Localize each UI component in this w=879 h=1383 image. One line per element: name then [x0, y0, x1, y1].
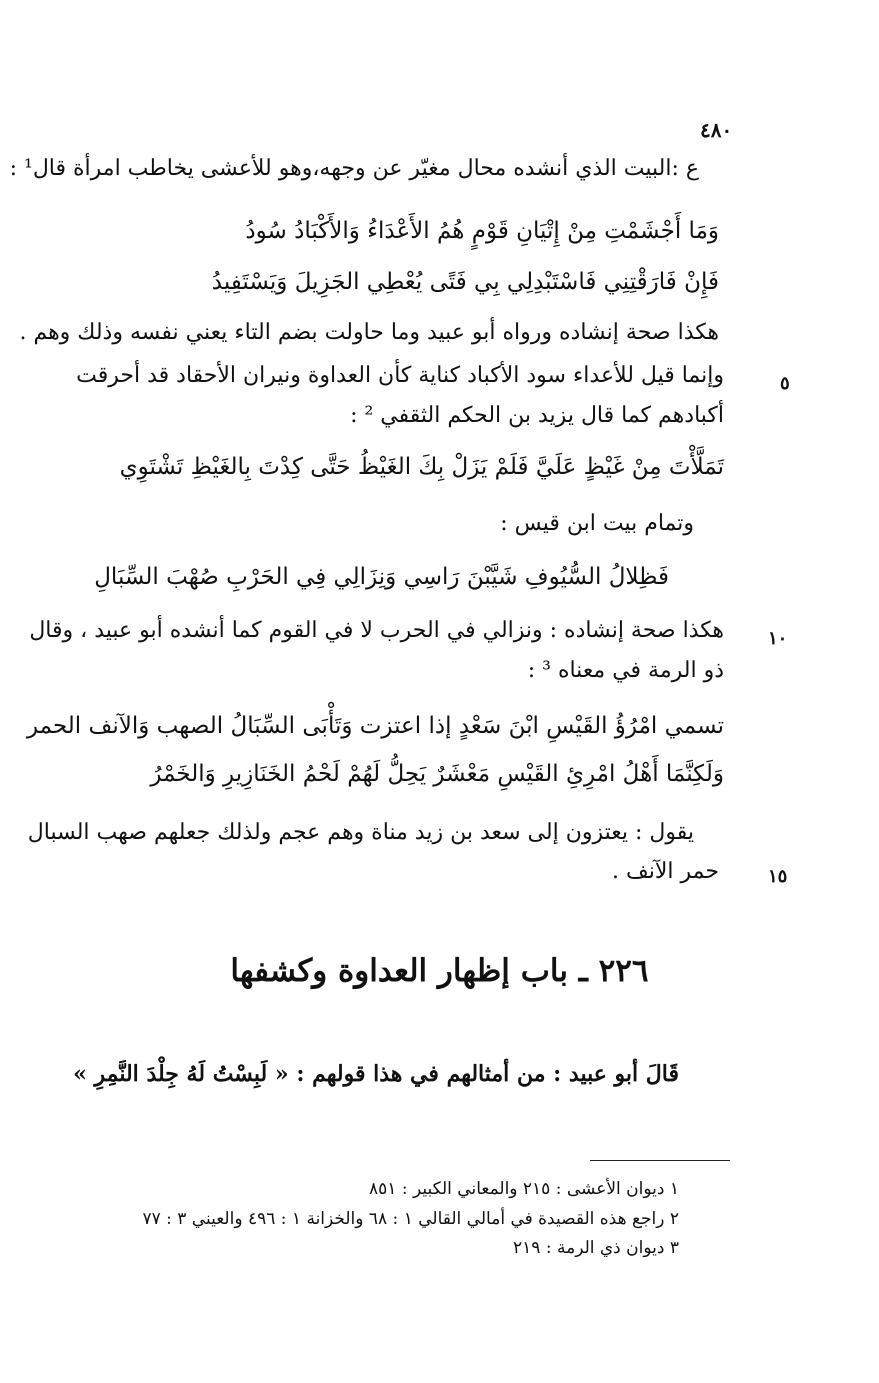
text-line-8: يقول : يعتزون إلى سعد بن زيد مناة وهم عجم ولذلك جعلهم صهب السبال [27, 820, 694, 845]
page-number: ٤٨٠ [700, 118, 733, 142]
text-line-3: وإنما قيل للأعداء سود الأكباد كناية كأن العداوة ونيران الأحقاد قد أحرقت [76, 363, 724, 388]
verse-line-3: تَمَلَّأْتَ مِنْ غَيْظٍ عَلَيَّ فَلَمْ يَزَلْ بِكَ الغَيْظُ حَتَّى كِدْتَ بِالغَيْظِ تَشْتَوِي [119, 454, 724, 480]
footnote-2: ٢ راجع هذه القصيدة في أمالي القالي ١ : ٦٨ والخزانة ١ : ٤٩٦ والعيني ٣ : ٧٧ [142, 1209, 679, 1229]
verse-line-6: وَلَكِنَّمَا أَهْلُ امْرِئِ القَيْسِ مَعْشَرٌ يَحِلُّ لَهُمْ لَحْمُ الخَنَازِيرِ وَالخَمْرُ [150, 761, 724, 787]
text-line-1: ع :البيت الذي أنشده محال مغيّر عن وجهه،وهو للأعشى يخاطب امرأة قال¹ : [9, 156, 699, 181]
footnote-1: ١ ديوان الأعشى : ٢١٥ والمعاني الكبير : ٨٥١ [369, 1179, 679, 1199]
verse-line-4: فَظِلالُ السُّيُوفِ شَيَّبْنَ رَاسِي وَنِزَالِي فِي الحَرْبِ صُهْبَ السِّبَالِ [94, 564, 669, 590]
text-line-2: هكذا صحة إنشاده ورواه أبو عبيد وما حاولت بضم التاء يعني نفسه وذلك وهم . [19, 320, 719, 345]
section-heading: ٢٢٦ ـ باب إظهار العداوة وكشفها [230, 953, 649, 989]
text-line-4: أكبادهم كما قال يزيد بن الحكم الثقفي ² : [350, 403, 724, 428]
verse-line-5: تسمي امْرُؤُ القَيْسِ ابْنَ سَعْدٍ إذا اعتزت وَتَأْبَى السِّبَالُ الصهب وَالآنف الحمر [26, 713, 724, 739]
footnote-3: ٣ ديوان ذي الرمة : ٢١٩ [513, 1238, 679, 1258]
intro-line: قَالَ أبو عبيد : من أمثالهم في هذا قولهم : « لَبِسْتُ لَهُ جِلْدَ النَّمِرِ » [73, 1061, 679, 1087]
verse-line-1: وَمَا أَجْشَمْتِ مِنْ إِتْيَانِ قَوْمٍ هُمُ الأَعْدَاءُ وَالأَكْبَادُ سُودُ [245, 218, 719, 244]
text-line-6: هكذا صحة إنشاده : ونزالي في الحرب لا في القوم كما أنشده أبو عبيد ، وقال [29, 618, 724, 643]
text-line-5: وتمام بيت ابن قيس : [500, 511, 694, 536]
line-number-10: ١٠ [768, 628, 788, 649]
line-number-15: ١٥ [768, 866, 788, 887]
footnote-divider [590, 1160, 730, 1161]
text-line-7: ذو الرمة في معناه ³ : [527, 658, 724, 683]
verse-line-2: فَإِنْ فَارَقْتِنِي فَاسْتَبْدِلِي بِي فَتًى يُعْطِي الجَزِيلَ وَيَسْتَفِيدُ [211, 269, 719, 295]
text-line-9: حمر الآنف . [612, 859, 719, 884]
line-number-5: ٥ [780, 373, 790, 394]
